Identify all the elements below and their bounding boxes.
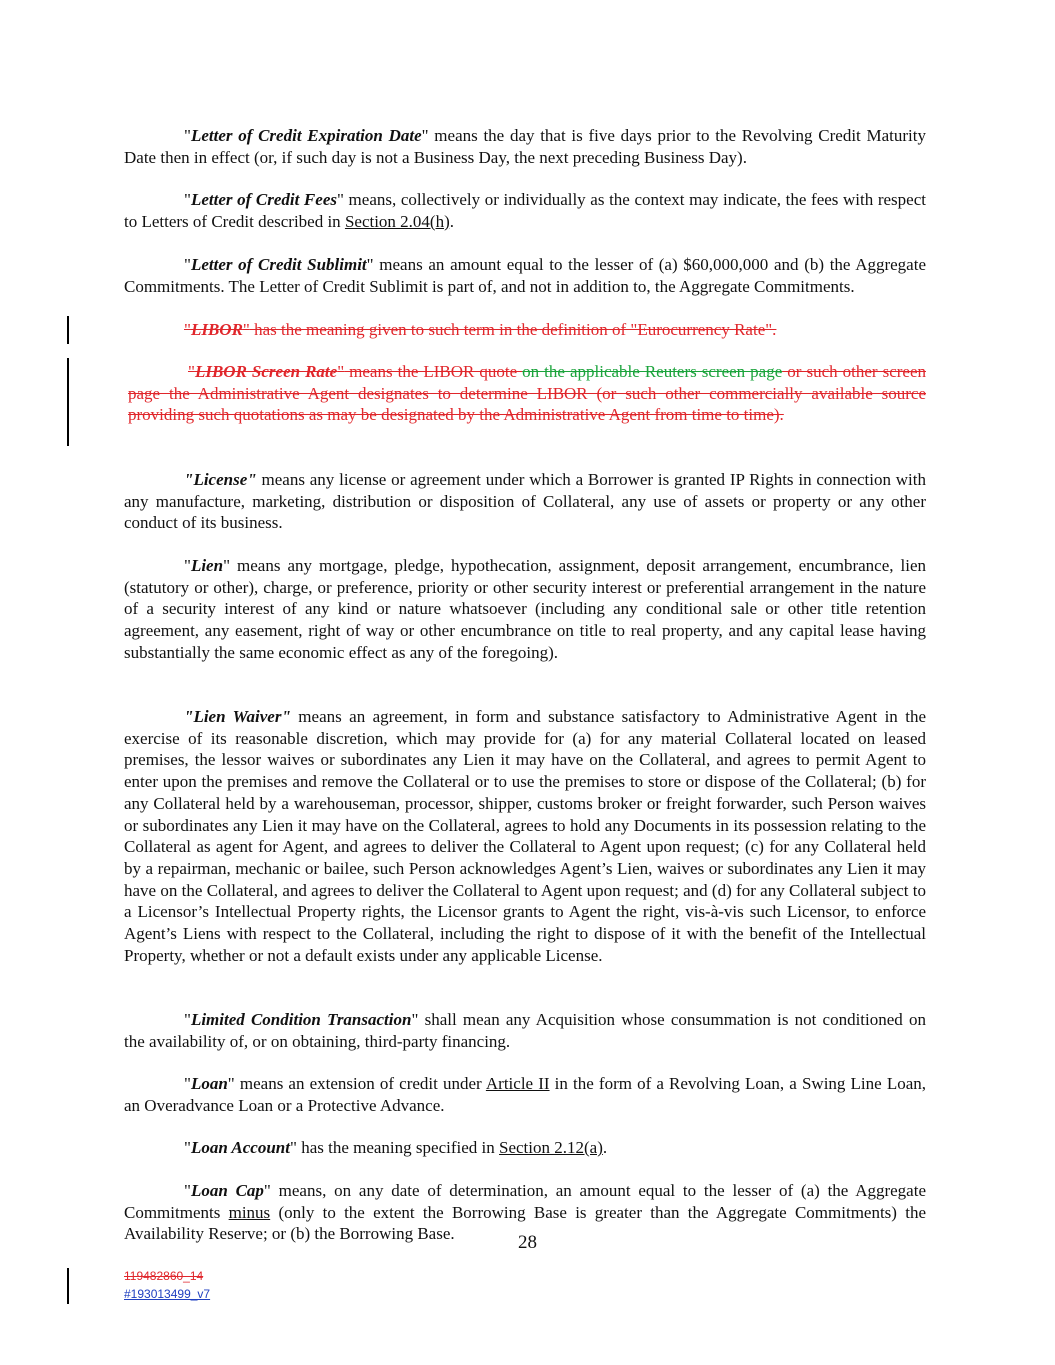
defined-term: Letter of Credit Fees — [190, 190, 337, 209]
definition-text: (only to the extent the Borrowing Base is greater than the Aggregate Commitments) the Availability Reserve; or (b) the Borrowing Base. — [124, 1202, 926, 1244]
definition-text: means any mortgage, pledge, hypothecation, assignment, deposit arrangement, encumbrance, lien (statutory or other), charge, or preference, priority or other security interest or preferential arrangement in the nature of a security interest of any kind or nature whatsoever (including any conditional sale or other title retention agreement, any easement, right of way or other encumbrance on title to real property, and any capital lease having substantially the same economic effect as any of the foregoing). — [124, 556, 926, 662]
quote-close: " — [223, 556, 231, 575]
definition-text: means the day that is five days prior to the Revolving Credit Maturity Date then in effect (or, if such day is not a Business Day, the next preceding Business Day). — [124, 126, 926, 167]
quote-close: " — [337, 362, 345, 381]
defined-term: Limited Condition Transaction — [190, 1010, 412, 1029]
definition-text: means an agreement, in form and substance satisfactory to Administrative Agent in the exercise of its reasonable discretion, which may provide for (a) for any material Collateral located on leased premises, the lessor waives or subordinates any Lien it may have on the Collateral, and agrees to permit Agent to enter upon the premises and remove the Collateral or to use the premises to store or dispose of the Collateral; (b) for any Collateral held by a warehouseman, processor, shipper, customs broker or freight forwarder, such Person waives or subordinates any Lien it may have on the Collateral, agrees to hold any Documents in its possession relating to the Collateral as agent for Agent, and agrees to deliver the Collateral to Agent upon request; (c) for any Collateral held by a repairman, mechanic or bailee, such Person acknowledges Agent’s Lien, waives or subordinates any Lien it may have on the Collateral, and agrees to deliver the Collateral to Agent upon request; and (d) for any Collateral subject to a Licensor’s Intellectual Property rights, the Licensor grants to Agent the right, vis-à-vis such Licensor, to enforce Agent’s Liens with respect to the Collateral, including the right to dispose of it with the benefit of the Intellectual Property, whether or not a default exists under any applicable License. — [124, 707, 926, 965]
defined-term: Loan Cap — [190, 1181, 264, 1200]
definition-loan — [124, 1073, 926, 1116]
page-number: 28 — [518, 1232, 537, 1253]
quote-close: " — [411, 1010, 419, 1029]
change-bar — [67, 1268, 69, 1304]
quote-close: " — [242, 320, 250, 339]
quote-close: " — [421, 126, 429, 145]
definition-text: means any license or agreement under which a Borrower is granted IP Rights in connection with any manufacture, marketing, distribution or disposition of Collateral, any use of assets or property or any other conduct of its business. — [124, 470, 926, 533]
underlined-word: minus — [228, 1202, 271, 1222]
quote-close: " — [263, 1181, 271, 1200]
defined-term: "Lien Waiver" — [184, 707, 291, 726]
quote-close: " — [289, 1138, 297, 1157]
definition-text: or such other screen page the Administrative Agent designates to determine LIBOR (or such other commercially available source providing such quotations as may be designated by the Administrative Agent from time to time). — [128, 362, 926, 425]
quote-open: " — [184, 126, 191, 145]
quote-open: " — [184, 1138, 191, 1157]
definition-text: in the form of a Revolving Loan, a Swing Line Loan, an Overadvance Loan or a Protective Advance. — [124, 1074, 926, 1115]
definition-libor-screen-rate-deleted — [128, 361, 926, 426]
defined-term: LIBOR — [190, 320, 243, 339]
quote-open: " — [184, 1074, 191, 1093]
defined-term: Loan — [190, 1074, 228, 1093]
definition-lien — [124, 555, 926, 664]
article-reference-link[interactable]: Article II — [485, 1074, 550, 1093]
old-document-id: 119482860_14 — [124, 1269, 204, 1283]
definition-text: has the meaning specified in — [296, 1138, 499, 1157]
definition-text: means the LIBOR quote — [344, 362, 523, 381]
quote-close: " — [366, 255, 374, 274]
quote-close: " — [336, 190, 344, 209]
defined-term: Lien — [190, 556, 224, 575]
section-reference-link[interactable]: Section 2.12(a) — [499, 1138, 603, 1157]
definition-lc-fees — [124, 189, 926, 232]
definition-text: means, collectively or individually as the context may indicate, the fees with respect to Letters of Credit described in — [124, 190, 926, 231]
definition-text: means an amount equal to the lesser of (a) $60,000,000 and (b) the Aggregate Commitments. The Letter of Credit Sublimit is part of, and not in addition to, the Aggregate Commitments. — [124, 255, 926, 296]
definition-text: shall mean any Acquisition whose consummation is not conditioned on the availability of, or on obtaining, third-party financing. — [124, 1010, 926, 1051]
quote-open: " — [184, 1181, 191, 1200]
quote-open: " — [188, 362, 195, 381]
definition-limited-condition-transaction — [124, 1009, 926, 1052]
quote-open: " — [184, 320, 191, 339]
definition-loan-account — [124, 1137, 926, 1159]
definition-lien-waiver — [124, 706, 926, 966]
definition-text: means an extension of credit under — [234, 1074, 486, 1093]
definition-license — [124, 469, 926, 534]
defined-term: Loan Account — [190, 1138, 290, 1157]
period: . — [602, 1138, 608, 1157]
definition-text: means, on any date of determination, an amount equal to the lesser of (a) the Aggregate Commitments — [124, 1181, 926, 1222]
quote-open: " — [184, 1010, 191, 1029]
definition-lc-sublimit — [124, 254, 926, 297]
quote-open: " — [184, 190, 191, 209]
definition-lc-expiration-date — [124, 125, 926, 168]
defined-term: Letter of Credit Sublimit — [190, 255, 367, 274]
defined-term: LIBOR Screen Rate — [194, 362, 338, 381]
section-reference-link[interactable]: Section 2.04(h) — [344, 211, 450, 231]
definition-libor-deleted — [124, 319, 926, 341]
inserted-text: on the applicable Reuters screen page — [522, 362, 783, 381]
new-document-id[interactable]: #193013499_v7 — [124, 1287, 211, 1301]
quote-close: " — [227, 1074, 235, 1093]
defined-term: Letter of Credit Expiration Date — [190, 126, 422, 145]
defined-term: "License" — [184, 470, 257, 489]
quote-open: " — [184, 556, 191, 575]
period: . — [449, 211, 455, 231]
quote-open: " — [184, 255, 191, 274]
change-bar — [67, 358, 69, 446]
change-bar — [67, 316, 69, 344]
definition-text: has the meaning given to such term in the definition of "Eurocurrency Rate". — [249, 320, 777, 339]
